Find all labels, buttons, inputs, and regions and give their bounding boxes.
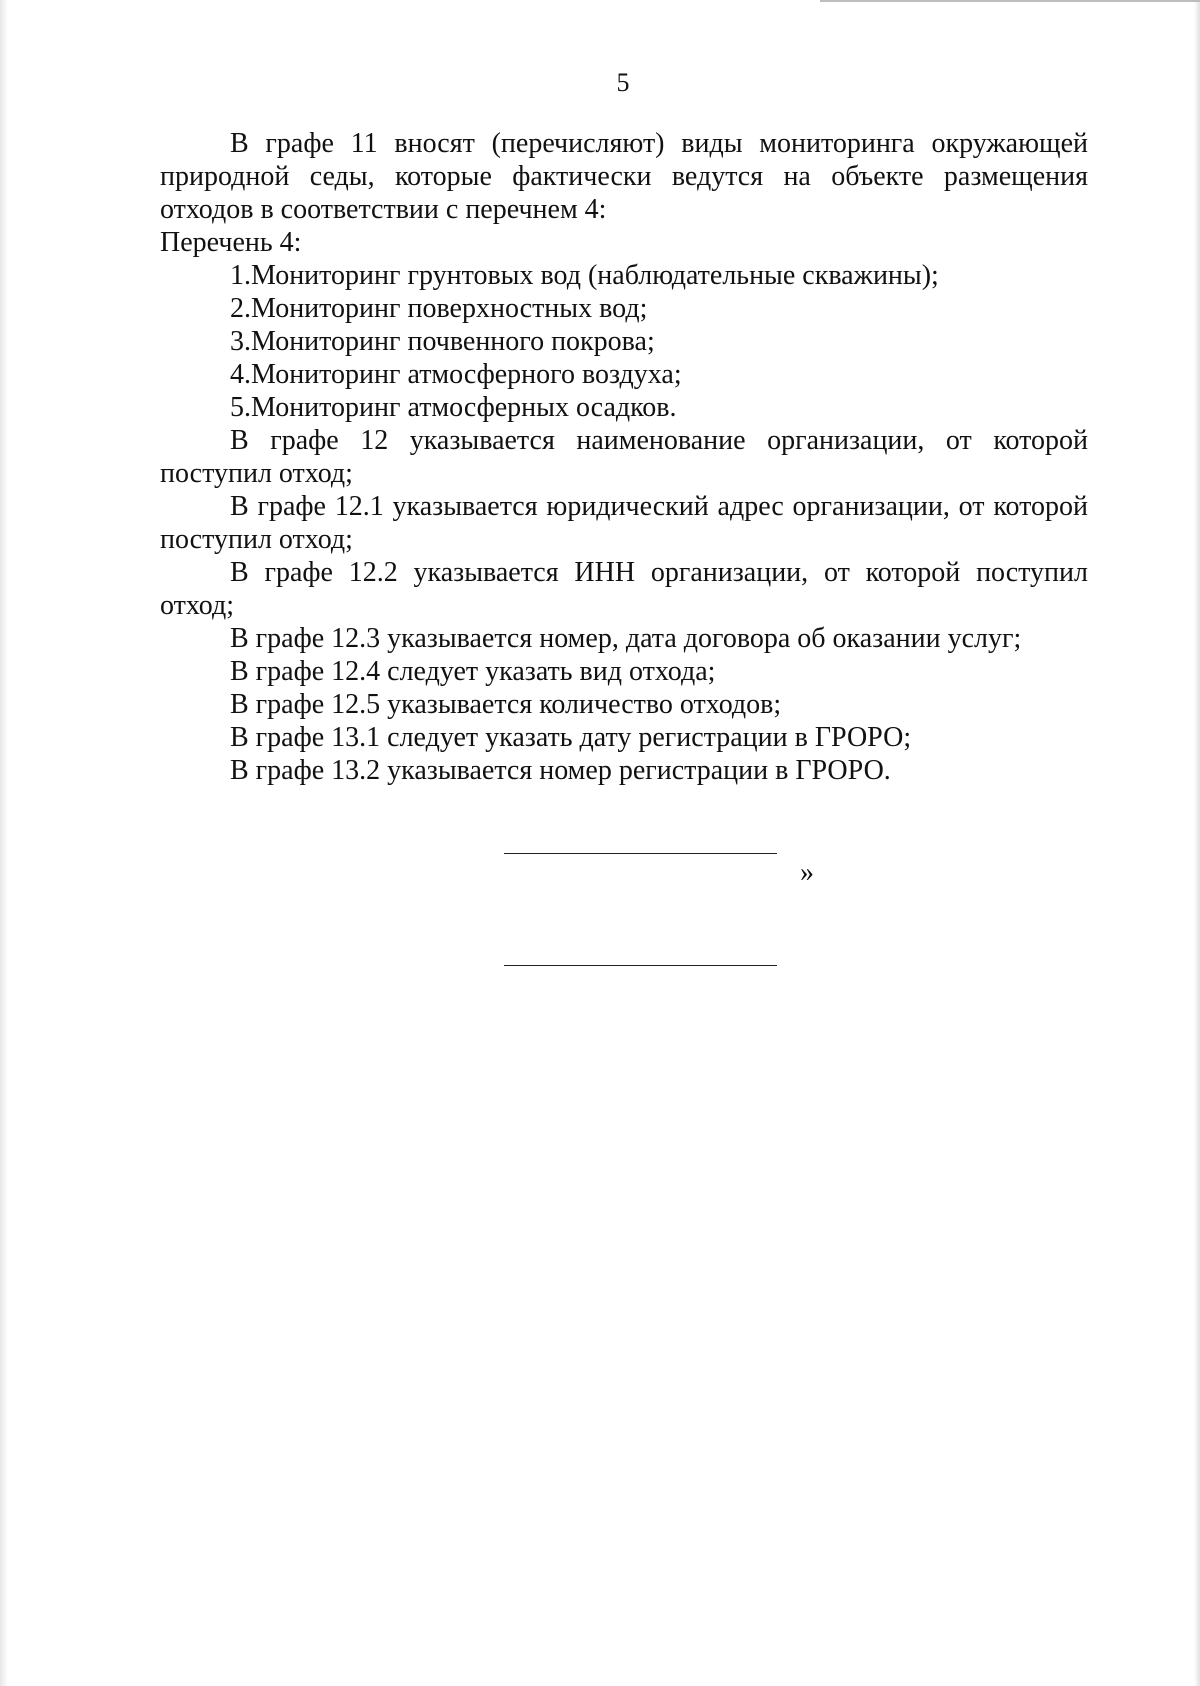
scan-edge-left	[0, 0, 8, 1686]
column-paragraph: В графе 12.1 указывается юридический адрес организации, от которой поступил отход;	[160, 491, 1088, 555]
list-item: 5.Мониторинг атмосферных осадков.	[230, 392, 677, 423]
page-number: 5	[616, 68, 630, 97]
separator-line-bottom	[504, 965, 777, 966]
list-item: 1.Мониторинг грунтовых вод (наблюдательные скважины);	[230, 260, 939, 291]
list-title: Перечень 4:	[160, 227, 302, 258]
document-body	[160, 127, 1088, 787]
column-descriptions	[160, 424, 1088, 787]
list-item: 4.Мониторинг атмосферного воздуха;	[230, 359, 682, 390]
column-paragraph: В графе 12.4 следует указать вид отхода;	[230, 656, 716, 687]
scan-edge-right	[1194, 0, 1200, 1686]
closing-quote: »	[800, 857, 814, 888]
monitoring-list	[160, 259, 1088, 424]
list-item: 3.Мониторинг почвенного покрова;	[230, 326, 655, 357]
list-item: 2.Мониторинг поверхностных вод;	[230, 293, 648, 324]
intro-paragraph: В графе 11 вносят (перечисляют) виды мониторинга окружающей природной седы, которые фактически ведутся на объекте размещения отходов в соответствии с перечнем 4:	[160, 128, 1088, 225]
separator-line-top	[504, 853, 777, 854]
column-paragraph: В графе 13.2 указывается номер регистрации в ГРОРО.	[230, 755, 891, 786]
column-paragraph: В графе 12.3 указывается номер, дата договора об оказании услуг;	[230, 623, 1022, 654]
scan-top-line	[820, 0, 1200, 2]
column-paragraph: В графе 12 указывается наименование организации, от которой поступил отход;	[160, 425, 1088, 489]
column-paragraph: В графе 12.5 указывается количество отходов;	[230, 689, 782, 720]
column-paragraph: В графе 13.1 следует указать дату регистрации в ГРОРО;	[230, 722, 912, 753]
column-paragraph: В графе 12.2 указывается ИНН организации, от которой поступил отход;	[160, 557, 1088, 621]
